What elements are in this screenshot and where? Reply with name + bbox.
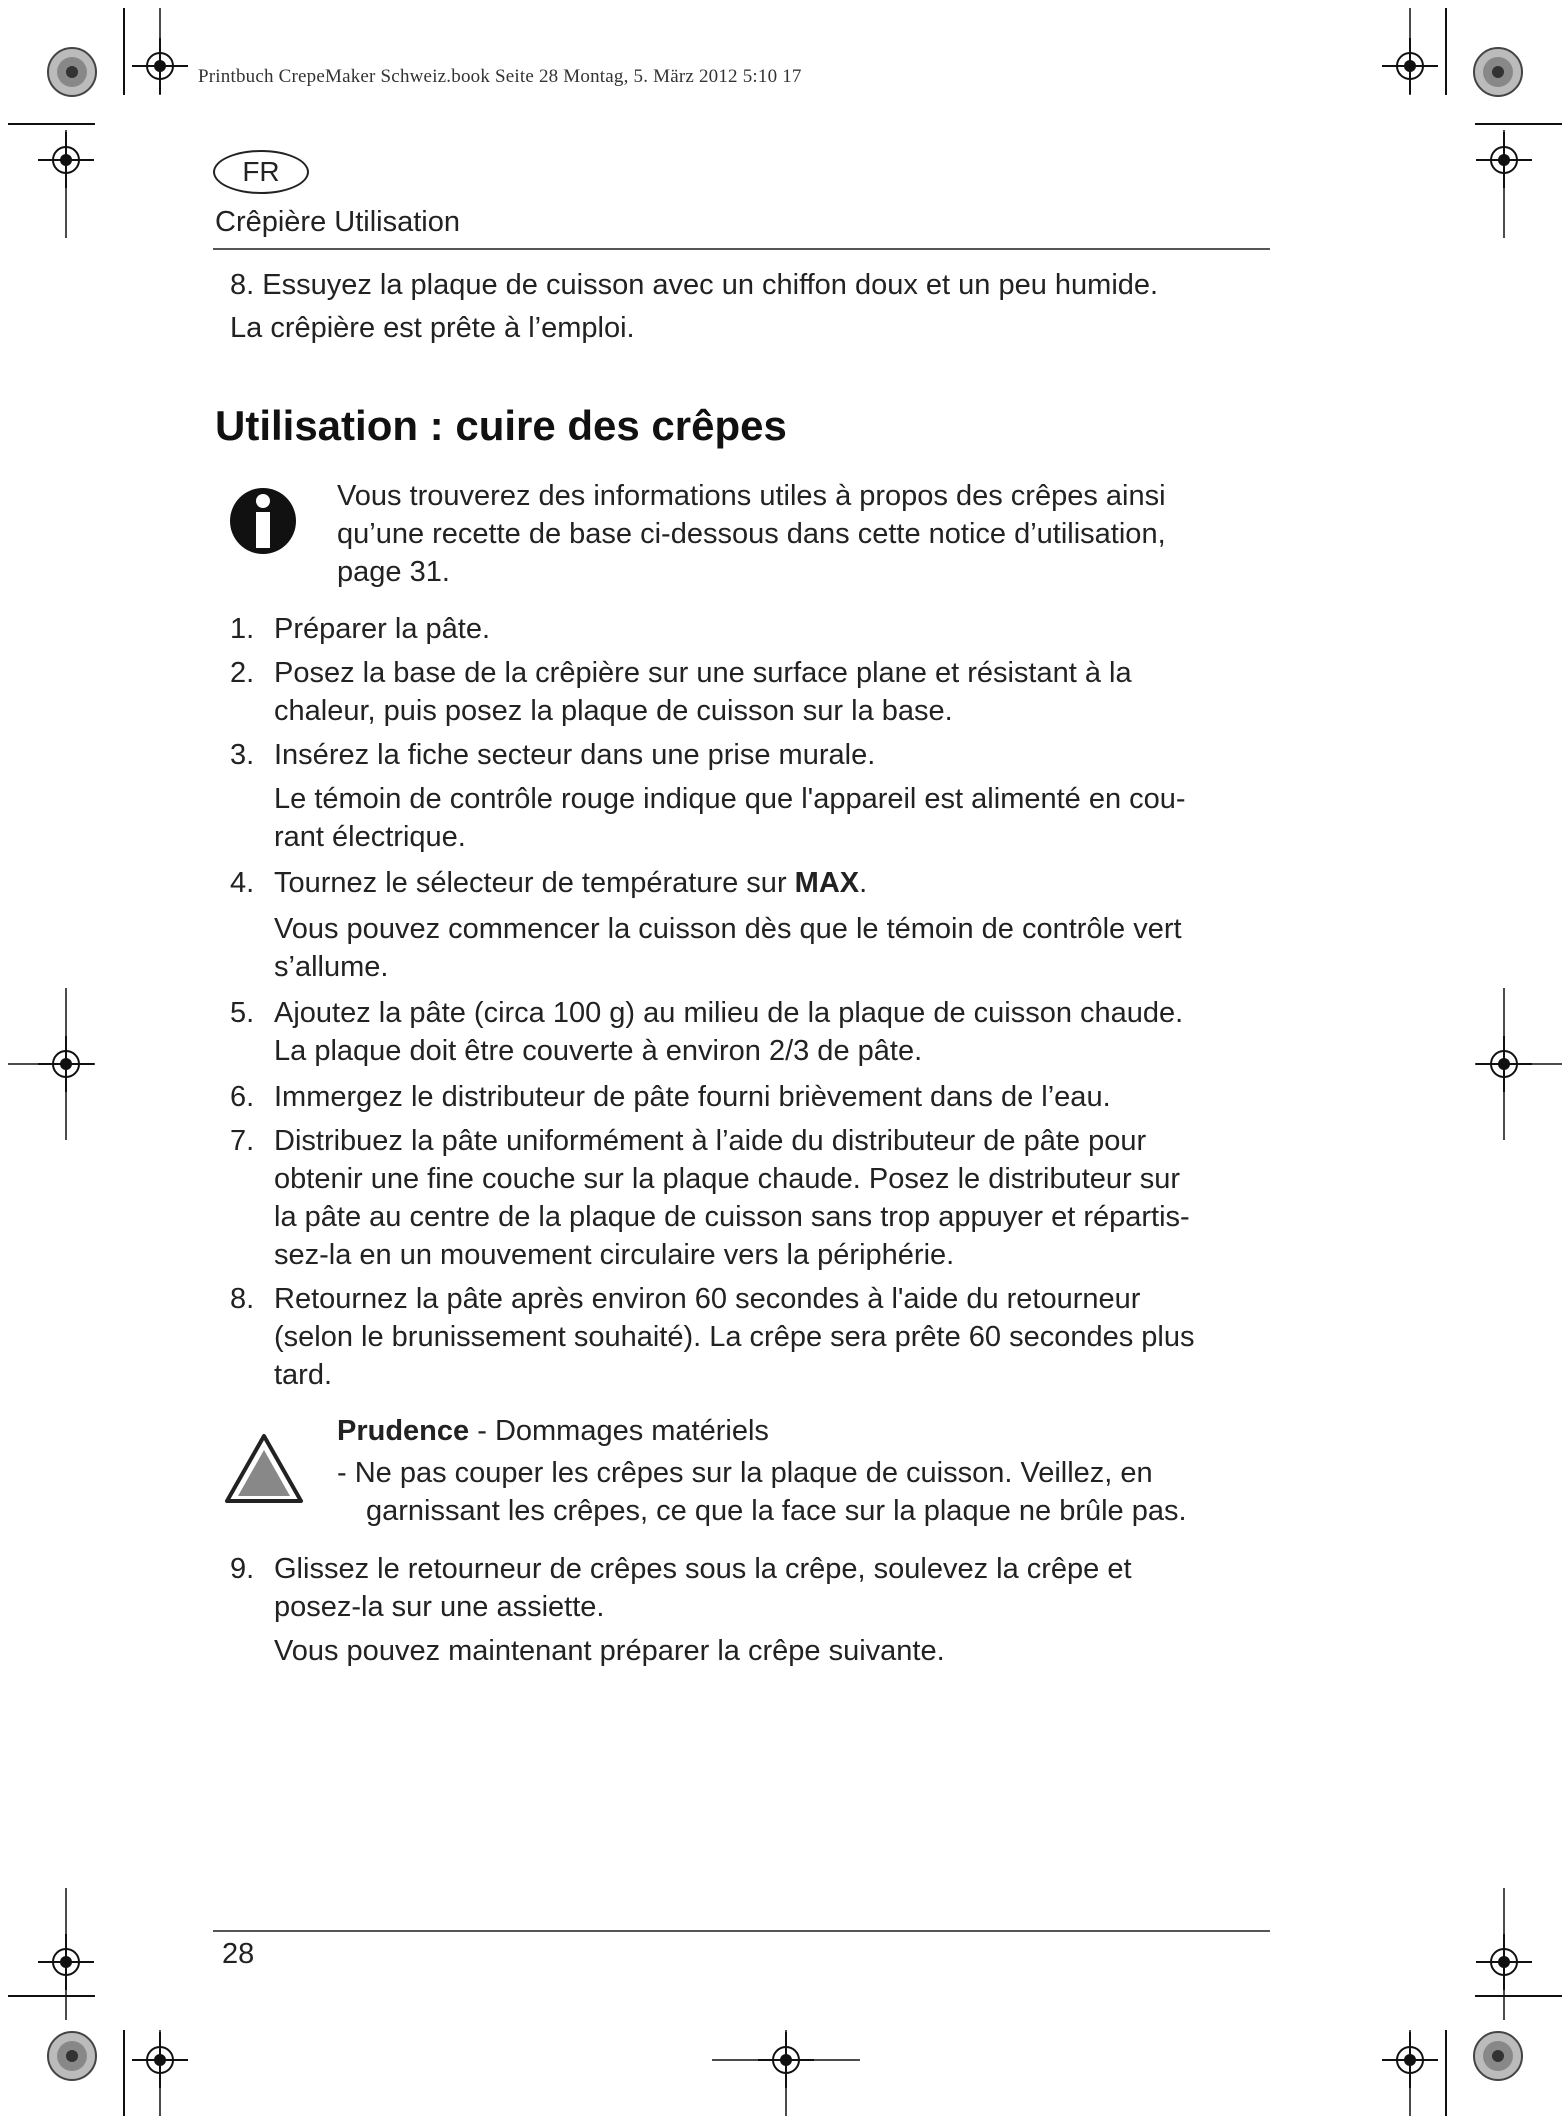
step-7-line-2: obtenir une fine couche sur la plaque chaude. Posez le distributeur sur: [274, 1163, 1181, 1195]
info-note-line-3: page 31.: [337, 556, 450, 588]
step-text: Glissez le retourneur de crêpes sous la crêpe, soulevez la crêpe et: [274, 1553, 1132, 1585]
step-9-line-2: posez-la sur une assiette.: [274, 1591, 605, 1623]
step-2: [230, 654, 1132, 692]
step-number: 9.: [230, 1553, 255, 1585]
max-setting: MAX: [794, 867, 860, 899]
step-number: 2.: [230, 657, 255, 689]
footer-rule: [213, 1930, 1270, 1932]
step-number: 1.: [230, 613, 255, 645]
step-text: Tournez le sélecteur de température sur: [274, 867, 795, 899]
step-text: Distribuez la pâte uniformément à l’aide du distributeur de pâte pour: [274, 1125, 1147, 1157]
step-8-line-3: tard.: [274, 1359, 333, 1391]
intro-step-result: La crêpière est prête à l’emploi.: [230, 312, 635, 344]
step-6: [230, 1078, 1111, 1116]
step-4: [230, 864, 867, 902]
step-number: 3.: [230, 739, 255, 771]
step-3-result-line-2: rant électrique.: [274, 821, 466, 853]
step-5-line-2: La plaque doit être couverte à environ 2/3 de pâte.: [274, 1035, 923, 1067]
caution-label: Prudence: [337, 1415, 470, 1447]
step-4-result-line-1: Vous pouvez commencer la cuisson dès que le témoin de contrôle vert: [274, 913, 1182, 945]
step-3: [230, 736, 875, 774]
print-slug: Printbuch CrepeMaker Schweiz.book Seite 28 Montag, 5. März 2012 5:10 17: [198, 66, 802, 87]
step-2-line-2: chaleur, puis posez la plaque de cuisson sur la base.: [274, 695, 953, 727]
step-text: Préparer la pâte.: [274, 613, 491, 645]
step-5: [230, 994, 1183, 1032]
info-icon: [228, 486, 298, 556]
info-note-line-2: qu’une recette de base ci-dessous dans cette notice d’utilisation,: [337, 518, 1166, 550]
step-number: 7.: [230, 1125, 255, 1157]
step-7-line-4: sez-la en un mouvement circulaire vers la périphérie.: [274, 1239, 955, 1271]
caution-title: [337, 1412, 769, 1450]
step-number: 6.: [230, 1081, 255, 1113]
step-3-result-line-1: Le témoin de contrôle rouge indique que l'appareil est alimenté en cou-: [274, 783, 1186, 815]
step-number: 5.: [230, 997, 255, 1029]
header-rule: [213, 248, 1270, 250]
caution-subtitle: - Dommages matériels: [469, 1415, 769, 1447]
intro-step-8: [230, 266, 1158, 304]
language-badge: FR: [213, 150, 309, 194]
step-text: Posez la base de la crêpière sur une surface plane et résistant à la: [274, 657, 1132, 689]
info-note-line-1: Vous trouverez des informations utiles à propos des crêpes ainsi: [337, 480, 1166, 512]
step-1: [230, 610, 490, 648]
step-4-result-line-2: s’allume.: [274, 951, 389, 983]
intro-step-text: Essuyez la plaque de cuisson avec un chiffon doux et un peu humide.: [262, 269, 1159, 301]
section-header: Crêpière Utilisation: [215, 206, 460, 238]
page-heading: Utilisation : cuire des crêpes: [215, 402, 787, 449]
step-number: 4.: [230, 867, 255, 899]
step-text: Immergez le distributeur de pâte fourni brièvement dans de l’eau.: [274, 1081, 1111, 1113]
step-7: [230, 1122, 1146, 1160]
step-8: [230, 1280, 1140, 1318]
caution-line-2: garnissant les crêpes, ce que la face sur la plaque ne brûle pas.: [366, 1495, 1187, 1527]
page-number: 28: [222, 1938, 255, 1970]
step-text: Retournez la pâte après environ 60 secondes à l'aide du retourneur: [274, 1283, 1141, 1315]
step-8-line-2: (selon le brunissement souhaité). La crêpe sera prête 60 secondes plus: [274, 1321, 1195, 1353]
step-9-result: Vous pouvez maintenant préparer la crêpe suivante.: [274, 1635, 945, 1667]
step-text-end: .: [859, 867, 868, 899]
intro-step-number: 8.: [230, 269, 255, 301]
caution-line-1: - Ne pas couper les crêpes sur la plaque de cuisson. Veillez, en: [337, 1457, 1153, 1489]
step-number: 8.: [230, 1283, 255, 1315]
step-7-line-3: la pâte au centre de la plaque de cuisson sans trop appuyer et répartis-: [274, 1201, 1190, 1233]
step-9: [230, 1550, 1132, 1588]
step-text: Ajoutez la pâte (circa 100 g) au milieu de la plaque de cuisson chaude.: [274, 997, 1184, 1029]
warning-triangle-icon: [224, 1432, 304, 1504]
step-text: Insérez la fiche secteur dans une prise murale.: [274, 739, 876, 771]
